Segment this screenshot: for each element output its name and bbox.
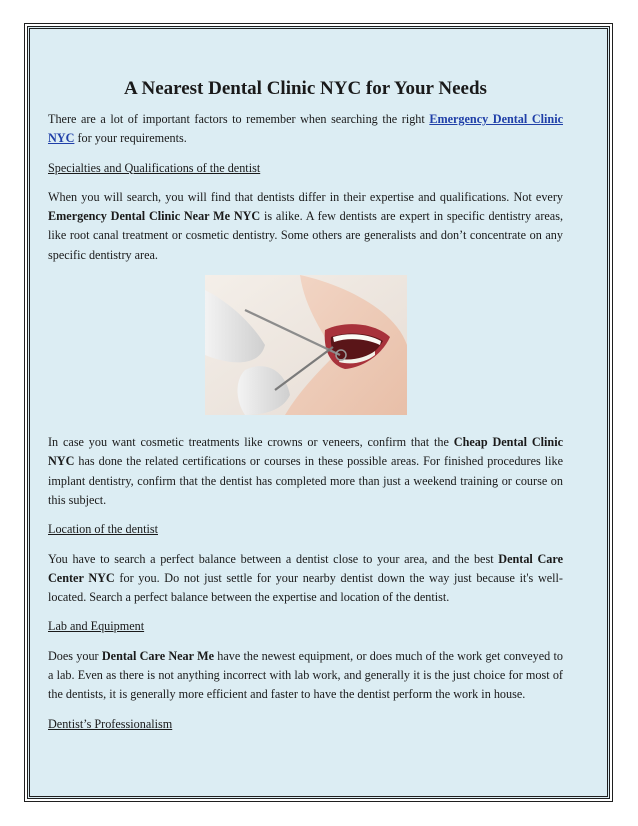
lab-bold-term: Dental Care Near Me <box>101 648 214 663</box>
location-text: You have to search a perfect balance between a dentist close to your area, and the best <box>48 551 499 566</box>
section-heading-professionalism: Dentist’s Professionalism <box>48 716 173 731</box>
section-heading-lab: Lab and Equipment <box>48 619 145 634</box>
cosmetic-bold-term: Cheap Dental Clinic NYC <box>48 435 563 469</box>
lab-paragraph <box>48 647 563 705</box>
intro-paragraph <box>48 110 563 149</box>
lab-text: Does your <box>48 648 102 663</box>
location-text-end: for you. Do not just settle for your nearby dentist down the way just because it's well-located. Search a perfect balance between the expertise and location of the dentist. <box>48 570 563 605</box>
specialties-paragraph <box>48 188 563 265</box>
lab-text-end: have the newest equipment, or does much of the work get conveyed to a lab. Even as there is not anything incorrect with lab work, and generally it is the just choice for most of the dentists, it is generally more efficient and faster to have the dentist perform the work in house. <box>48 648 563 702</box>
emergency-dental-clinic-link[interactable]: Emergency Dental Clinic NYC <box>48 112 563 146</box>
dental-exam-photo <box>205 275 407 415</box>
location-bold-term: Dental Care Center NYC <box>48 551 563 585</box>
location-paragraph <box>48 550 563 608</box>
cosmetic-paragraph <box>48 433 563 510</box>
cosmetic-text-end: has done the related certifications or courses in these possible areas. For finished procedures like implant dentistry, confirm that the dentist has completed more than just a weekend training or course on this subject. <box>48 454 563 507</box>
cosmetic-text: In case you want cosmetic treatments like crowns or veneers, confirm that the <box>48 435 454 450</box>
intro-text: There are a lot of important factors to remember when searching the right <box>48 112 430 126</box>
intro-text-end: for your requirements. <box>74 131 187 146</box>
specialties-text: When you will search, you will find that dentists differ in their expertise and qualifications. Not every <box>48 189 563 204</box>
specialties-bold-term: Emergency Dental Clinic Near Me NYC <box>48 209 261 224</box>
page-title: A Nearest Dental Clinic NYC for Your Needs <box>124 78 487 99</box>
document-body <box>48 48 563 744</box>
section-heading-location: Location of the dentist <box>48 522 158 537</box>
section-heading-specialties: Specialties and Qualifications of the dentist <box>48 160 261 175</box>
specialties-text-end: is alike. A few dentists are expert in specific dentistry areas, like root canal treatment or cosmetic dentistry. Some others are generalists and don’t concentrate on any specific dentistry area. <box>48 209 563 262</box>
